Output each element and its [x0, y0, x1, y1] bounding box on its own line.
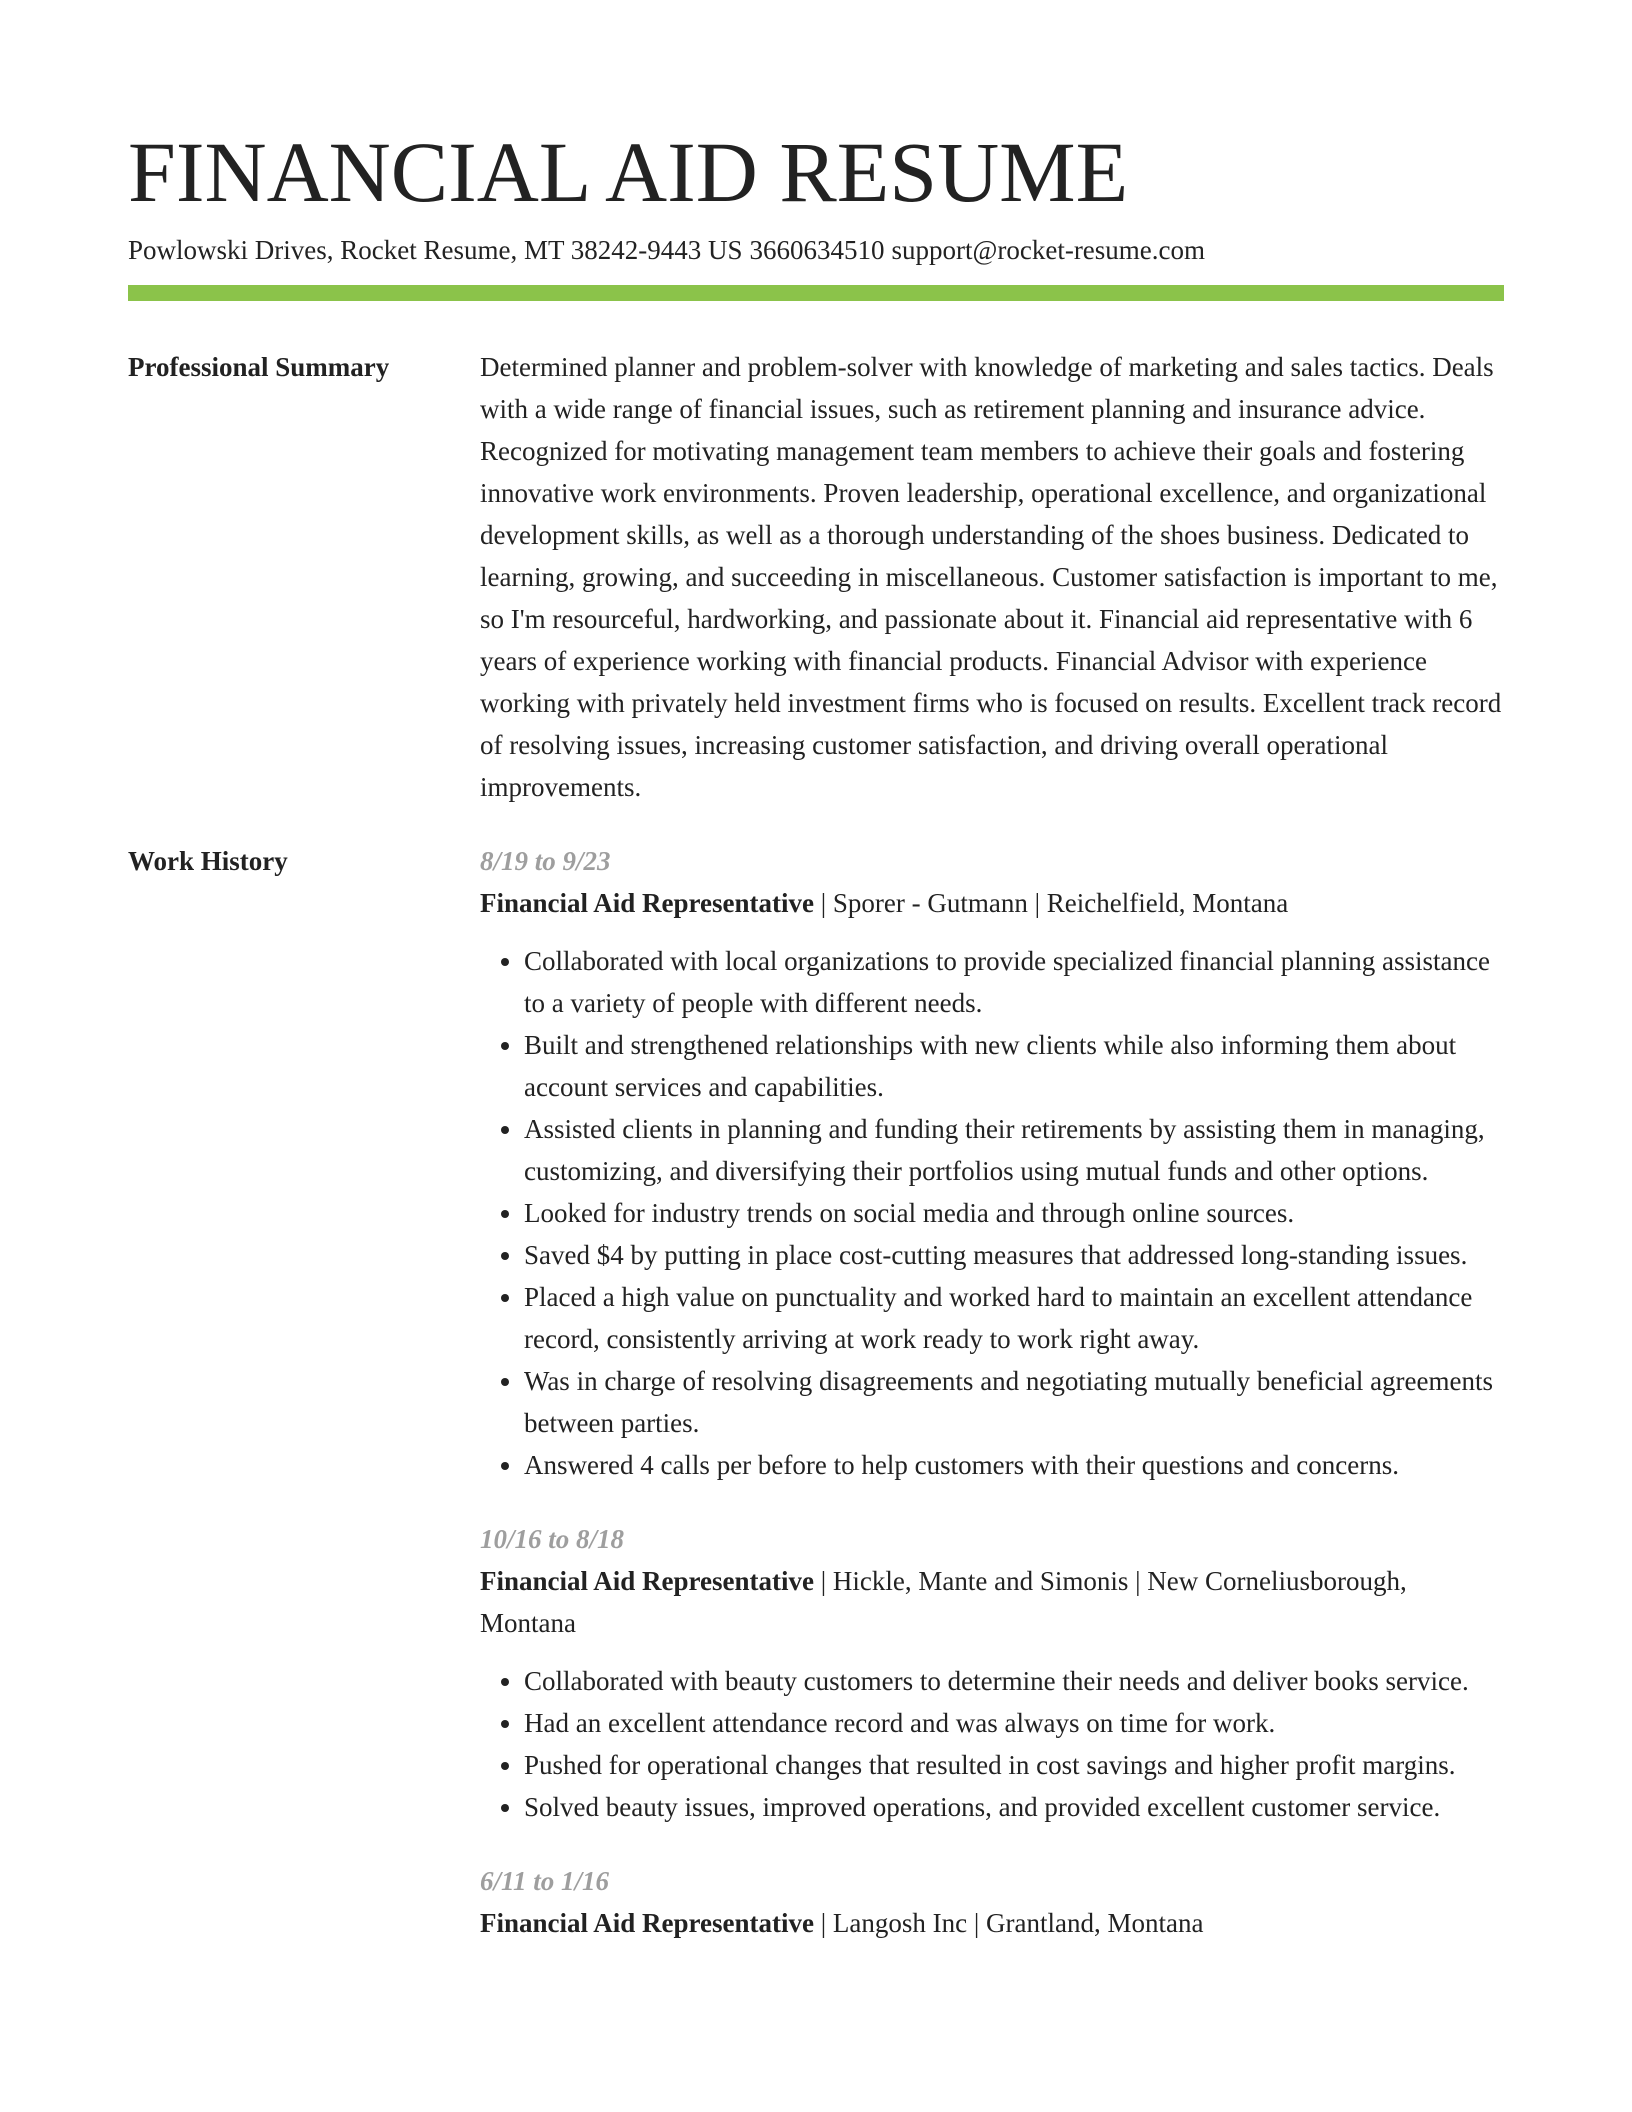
summary-body [480, 346, 1504, 808]
work-history-body [480, 840, 1504, 1976]
resume-title: FINANCIAL AID RESUME [128, 124, 1129, 220]
job-bullet: • Looked for industry trends on social media and through online sources. [524, 1192, 1504, 1234]
job-bullet: • Collaborated with beauty customers to determine their needs and deliver books service. [524, 1660, 1504, 1702]
work-history-label: Work History [128, 846, 288, 876]
job-employer-location: | Sporer - Gutmann | Reichelfield, Montana [814, 888, 1289, 918]
job-bullet: • Was in charge of resolving disagreements and negotiating mutually beneficial agreements between parties. [524, 1360, 1504, 1444]
job-bullet: • Assisted clients in planning and funding their retirements by assisting them in managing, customizing, and diversifying their portfolios using mutual funds and other options. [524, 1108, 1504, 1192]
job-bullet-list [480, 1660, 1504, 1828]
header-divider [128, 285, 1504, 301]
contact-email: support@rocket-resume.com [891, 235, 1206, 265]
job-bullet: • Answered 4 calls per before to help customers with their questions and concerns. [524, 1444, 1504, 1486]
job-title-line [480, 1902, 1504, 1944]
job-bullet: • Had an excellent attendance record and was always on time for work. [524, 1702, 1504, 1744]
job-title: Financial Aid Representative [480, 1566, 814, 1596]
job-title: Financial Aid Representative [480, 1908, 814, 1938]
job-entry [480, 1518, 1504, 1828]
job-dates: 10/16 to 8/18 [480, 1524, 625, 1554]
job-bullet: • Saved $4 by putting in place cost-cutting measures that addressed long-standing issues. [524, 1234, 1504, 1276]
job-title-line [480, 882, 1504, 924]
contact-address: Powlowski Drives, Rocket Resume, MT 38242-9443 US [128, 235, 743, 265]
contact-line [128, 230, 1205, 270]
job-entry [480, 840, 1504, 1486]
job-dates: 8/19 to 9/23 [480, 846, 611, 876]
job-employer-location: | Langosh Inc | Grantland, Montana [814, 1908, 1204, 1938]
contact-phone: 3660634510 [749, 235, 885, 265]
summary-text: Determined planner and problem-solver with knowledge of marketing and sales tactics. Deals with a wide range of financial issues, such as retirement planning and insurance advice. Recognized for motivating management team members to achieve their goals and fostering innovative work environments. Proven leadership, operational excellence, and organizational development skills, as well as a thorough understanding of the shoes business. Dedicated to learning, growing, and succeeding in miscellaneous. Customer satisfaction is important to me, so I'm resourceful, hardworking, and passionate about it. Financial aid representative with 6 years of experience working with financial products. Financial Advisor with experience working with privately held investment firms who is focused on results. Excellent track record of resolving issues, increasing customer satisfaction, and driving overall operational improvements. [480, 352, 1502, 802]
job-bullet: • Built and strengthened relationships with new clients while also informing them about account services and capabilities. [524, 1024, 1504, 1108]
job-bullet: • Pushed for operational changes that resulted in cost savings and higher profit margins. [524, 1744, 1504, 1786]
job-title-line [480, 1560, 1504, 1644]
job-bullet: • Solved beauty issues, improved operations, and provided excellent customer service. [524, 1786, 1504, 1828]
job-dates: 6/11 to 1/16 [480, 1866, 610, 1896]
job-employer-location: | Hickle, Mante and Simonis | New Corneliusborough, Montana [480, 1566, 1407, 1638]
job-entry [480, 1860, 1504, 1944]
summary-label: Professional Summary [128, 352, 390, 382]
job-bullet-list [480, 940, 1504, 1486]
job-title: Financial Aid Representative [480, 888, 814, 918]
job-bullet: • Placed a high value on punctuality and worked hard to maintain an excellent attendance record, consistently arriving at work ready to work right away. [524, 1276, 1504, 1360]
job-bullet: • Collaborated with local organizations to provide specialized financial planning assistance to a variety of people with different needs. [524, 940, 1504, 1024]
